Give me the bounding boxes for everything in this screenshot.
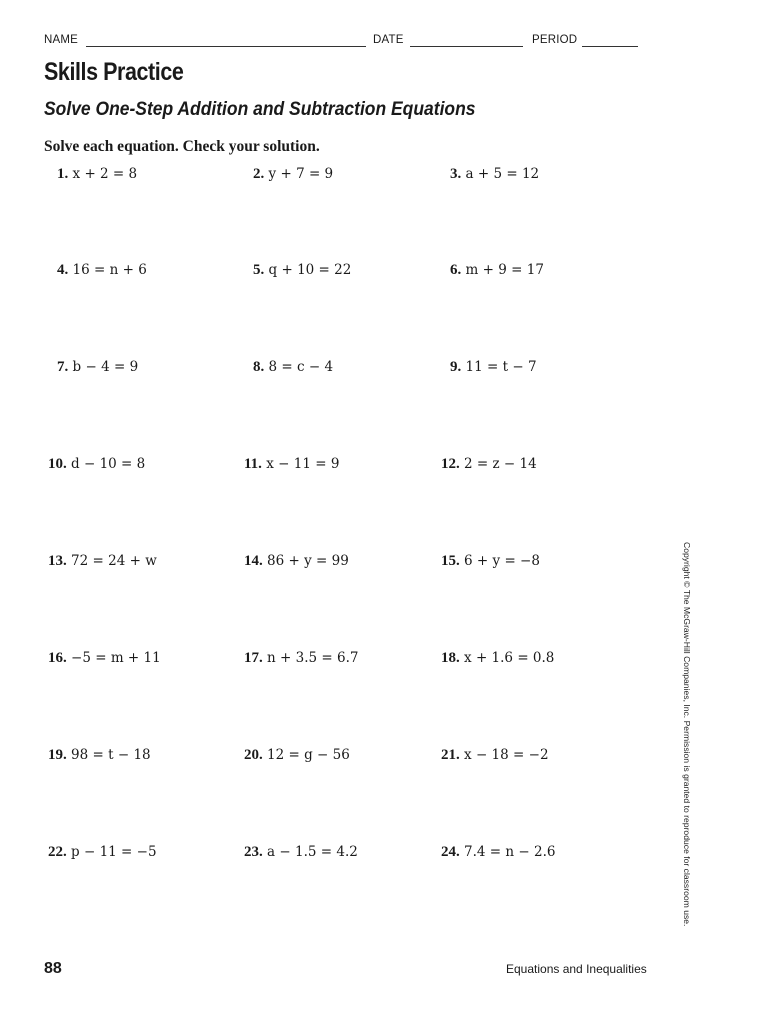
problem-equation: x − 18 = −2 (464, 747, 549, 763)
problem-item (441, 747, 549, 764)
problem-item (48, 456, 145, 473)
problem-equation: 11 = t − 7 (465, 359, 537, 375)
problem-item (441, 456, 537, 473)
problem-equation: 86 + y = 99 (267, 553, 349, 569)
date-field[interactable] (410, 46, 523, 47)
problem-equation: 6 + y = −8 (464, 553, 540, 569)
page-title: Skills Practice (44, 58, 184, 86)
problem-number: 1. (57, 166, 69, 182)
problem-equation: 7.4 = n − 2.6 (464, 844, 556, 860)
problem-number: 24. (441, 844, 460, 860)
problem-number: 19. (48, 747, 67, 763)
chapter-footer: Equations and Inequalities (506, 962, 647, 976)
problem-equation: 8 = c − 4 (268, 359, 334, 375)
problem-equation: n + 3.5 = 6.7 (267, 650, 359, 666)
problem-item (450, 166, 539, 183)
problem-number: 16. (48, 650, 67, 666)
problem-equation: 98 = t − 18 (71, 747, 151, 763)
problem-equation: x + 1.6 = 0.8 (464, 650, 555, 666)
problem-number: 12. (441, 456, 460, 472)
problem-number: 3. (450, 166, 462, 182)
problem-number: 21. (441, 747, 460, 763)
problem-equation: −5 = m + 11 (71, 650, 161, 666)
problem-item (450, 359, 537, 376)
problem-equation: b − 4 = 9 (72, 359, 139, 375)
page-subtitle: Solve One-Step Addition and Subtraction Equations (44, 99, 476, 120)
problem-equation: q + 10 = 22 (268, 262, 352, 278)
problem-equation: 16 = n + 6 (72, 262, 147, 278)
problem-equation: d − 10 = 8 (71, 456, 146, 472)
problem-number: 23. (244, 844, 263, 860)
date-label: DATE (373, 34, 404, 46)
problem-item (441, 650, 554, 667)
problem-number: 7. (57, 359, 69, 375)
problem-item (441, 553, 540, 570)
problem-number: 22. (48, 844, 67, 860)
problem-item (253, 166, 333, 183)
name-label: NAME (44, 34, 79, 46)
period-field[interactable] (582, 46, 638, 47)
name-field[interactable] (86, 46, 366, 47)
problem-item (244, 747, 350, 764)
problem-number: 4. (57, 262, 69, 278)
copyright-notice: Copyright © The McGraw-Hill Companies, Inc. Permission is granted to reproduce for classroom use. (682, 542, 692, 927)
problem-item (57, 359, 138, 376)
problem-number: 18. (441, 650, 460, 666)
problem-number: 5. (253, 262, 265, 278)
problem-number: 20. (244, 747, 263, 763)
problem-equation: 72 = 24 + w (71, 553, 157, 569)
problem-number: 2. (253, 166, 265, 182)
problem-equation: x + 2 = 8 (72, 166, 138, 182)
problem-item (244, 844, 358, 861)
problem-number: 14. (244, 553, 263, 569)
problem-equation: p − 11 = −5 (71, 844, 157, 860)
problem-item (244, 456, 339, 473)
problem-item (48, 650, 161, 667)
problem-number: 6. (450, 262, 462, 278)
problem-item (48, 747, 151, 764)
instructions: Solve each equation. Check your solution. (44, 138, 320, 155)
problem-item (48, 553, 157, 570)
problem-item (441, 844, 555, 861)
problem-equation: a − 1.5 = 4.2 (267, 844, 358, 860)
problem-item (48, 844, 157, 861)
problem-equation: m + 9 = 17 (465, 262, 544, 278)
problem-equation: 2 = z − 14 (464, 456, 537, 472)
problem-item (450, 262, 544, 279)
problem-item (244, 650, 358, 667)
problem-number: 17. (244, 650, 263, 666)
problem-item (253, 359, 333, 376)
page-number: 88 (44, 960, 62, 977)
problem-number: 15. (441, 553, 460, 569)
problem-number: 11. (244, 456, 262, 472)
problem-number: 10. (48, 456, 67, 472)
problem-number: 9. (450, 359, 462, 375)
problem-equation: x − 11 = 9 (266, 456, 340, 472)
problem-number: 8. (253, 359, 265, 375)
problem-equation: a + 5 = 12 (465, 166, 540, 182)
problem-item (253, 262, 351, 279)
problem-equation: y + 7 = 9 (268, 166, 334, 182)
problem-item (244, 553, 349, 570)
problem-item (57, 166, 137, 183)
problem-item (57, 262, 147, 279)
period-label: PERIOD (532, 34, 578, 46)
problem-number: 13. (48, 553, 67, 569)
problem-equation: 12 = g − 56 (267, 747, 350, 763)
